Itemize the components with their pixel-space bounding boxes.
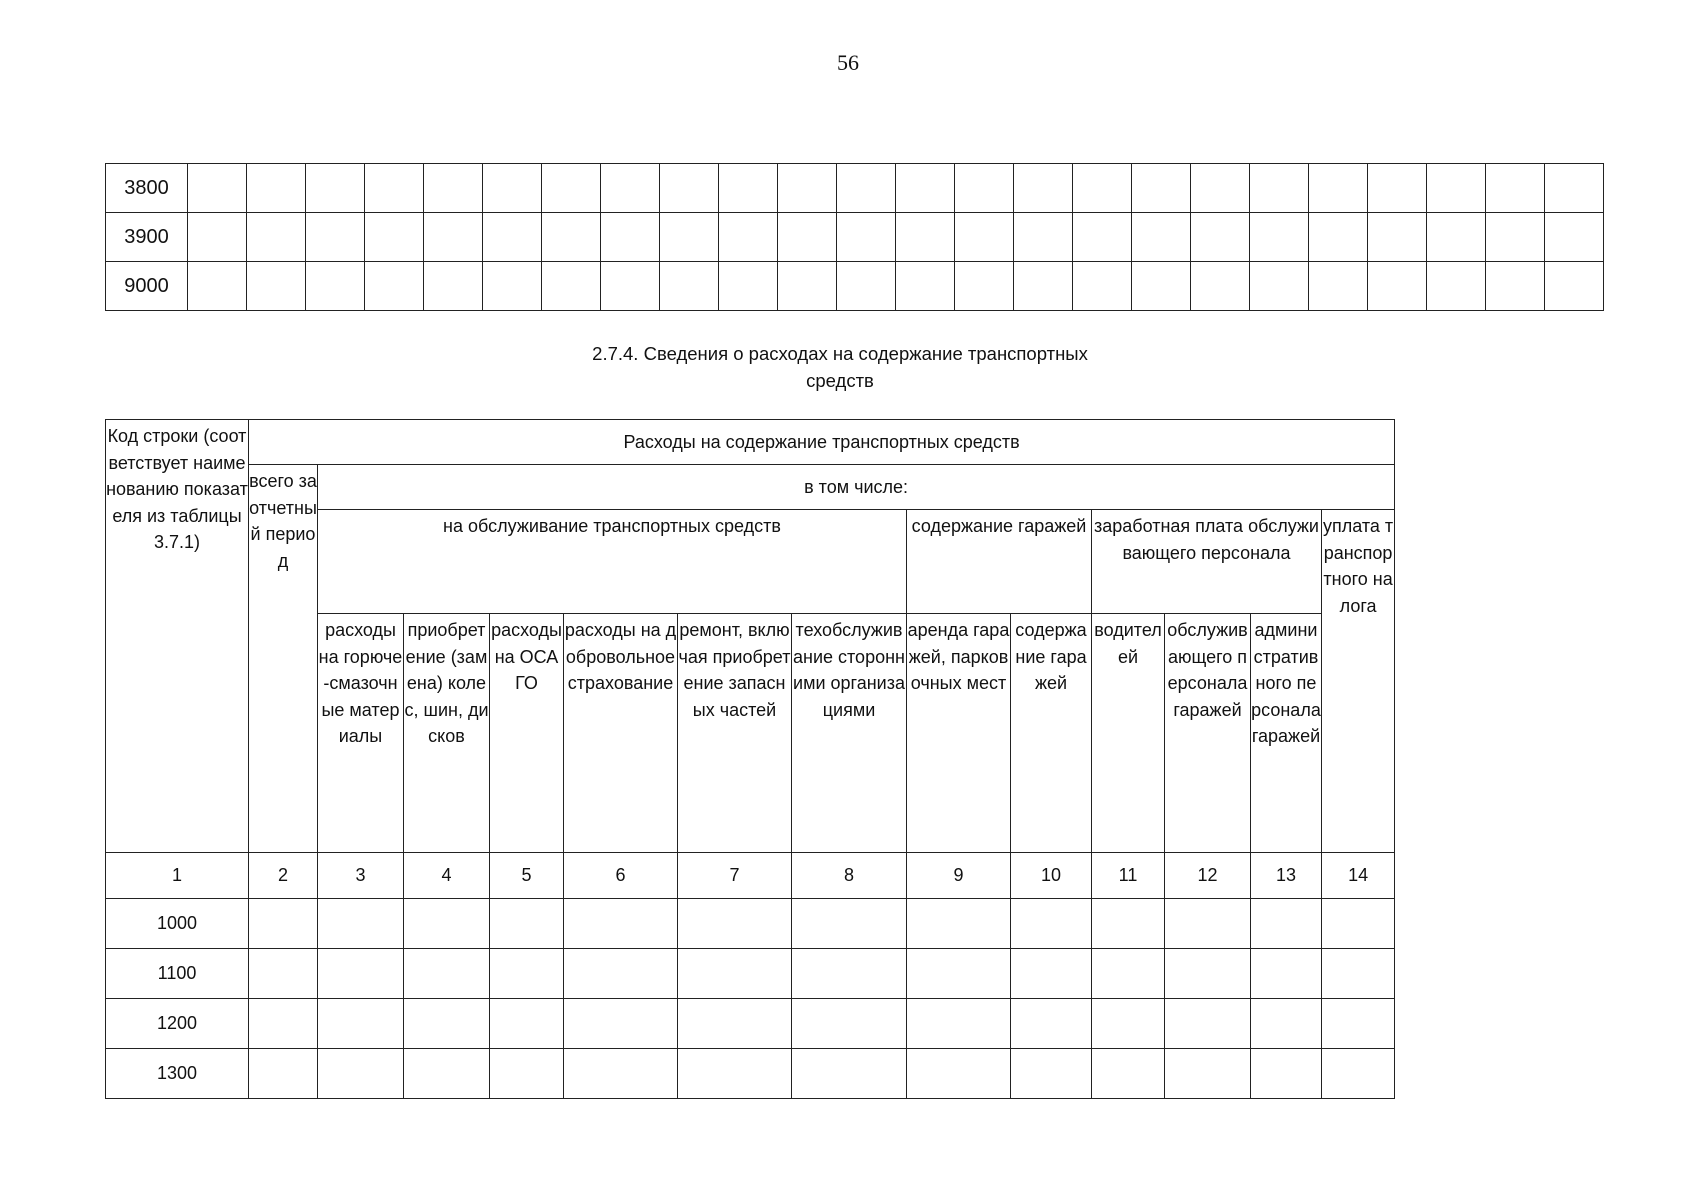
empty-cell[interactable] xyxy=(490,999,564,1049)
header-fuel: расходы на горюче-смазочные материалы xyxy=(318,614,404,853)
empty-cell[interactable] xyxy=(1073,262,1132,311)
empty-cell[interactable] xyxy=(1368,262,1427,311)
empty-cell[interactable] xyxy=(660,262,719,311)
empty-cell[interactable] xyxy=(1251,899,1322,949)
empty-cell[interactable] xyxy=(1427,262,1486,311)
empty-cell[interactable] xyxy=(837,262,896,311)
empty-cell[interactable] xyxy=(1191,164,1250,213)
empty-cell[interactable] xyxy=(249,949,318,999)
empty-cell[interactable] xyxy=(778,213,837,262)
empty-cell[interactable] xyxy=(1309,164,1368,213)
empty-cell[interactable] xyxy=(1011,899,1092,949)
empty-cell[interactable] xyxy=(1132,213,1191,262)
empty-cell[interactable] xyxy=(249,999,318,1049)
empty-cell[interactable] xyxy=(188,262,247,311)
empty-cell[interactable] xyxy=(678,1049,792,1099)
empty-cell[interactable] xyxy=(490,949,564,999)
header-including: в том числе: xyxy=(318,465,1395,510)
row-code: 1300 xyxy=(106,1049,249,1099)
empty-cell[interactable] xyxy=(1165,949,1251,999)
header-admin-staff: административного персонала гаражей xyxy=(1251,614,1322,853)
empty-cell[interactable] xyxy=(1486,164,1545,213)
header-drivers: водителей xyxy=(1092,614,1165,853)
empty-cell[interactable] xyxy=(1250,164,1309,213)
empty-cell[interactable] xyxy=(837,164,896,213)
empty-cell[interactable] xyxy=(404,949,490,999)
empty-cell[interactable] xyxy=(247,213,306,262)
empty-cell[interactable] xyxy=(483,164,542,213)
empty-cell[interactable] xyxy=(318,1049,404,1099)
empty-cell[interactable] xyxy=(542,213,601,262)
transport-expenses-table xyxy=(105,419,1395,1099)
empty-cell[interactable] xyxy=(564,1049,678,1099)
empty-cell[interactable] xyxy=(1486,213,1545,262)
row-code: 1200 xyxy=(106,999,249,1049)
empty-cell[interactable] xyxy=(306,262,365,311)
empty-cell[interactable] xyxy=(424,262,483,311)
empty-cell[interactable] xyxy=(1427,213,1486,262)
header-garages: содержание гаражей xyxy=(907,510,1092,614)
header-wheels: приобретение (замена) колес, шин, дисков xyxy=(404,614,490,853)
header-garage-staff: обслуживающего персонала гаражей xyxy=(1165,614,1251,853)
empty-cell[interactable] xyxy=(483,213,542,262)
empty-cell[interactable] xyxy=(1250,262,1309,311)
empty-cell[interactable] xyxy=(955,262,1014,311)
row-code: 3900 xyxy=(106,213,188,262)
empty-cell[interactable] xyxy=(1165,999,1251,1049)
page-number: 56 xyxy=(837,50,859,75)
header-expenses: Расходы на содержание транспортных средств xyxy=(249,420,1395,465)
empty-cell[interactable] xyxy=(601,213,660,262)
column-number: 12 xyxy=(1165,853,1251,899)
empty-cell[interactable] xyxy=(955,164,1014,213)
table-row xyxy=(106,999,1395,1049)
empty-cell[interactable] xyxy=(719,262,778,311)
header-maintenance: на обслуживание транспортных средств xyxy=(318,510,907,614)
empty-cell[interactable] xyxy=(1191,213,1250,262)
empty-cell[interactable] xyxy=(1368,164,1427,213)
empty-cell[interactable] xyxy=(365,262,424,311)
row-code: 1000 xyxy=(106,899,249,949)
empty-cell[interactable] xyxy=(318,899,404,949)
row-code: 9000 xyxy=(106,262,188,311)
empty-cell[interactable] xyxy=(404,899,490,949)
empty-cell[interactable] xyxy=(1322,949,1395,999)
empty-cell[interactable] xyxy=(955,213,1014,262)
empty-cell[interactable] xyxy=(404,999,490,1049)
header-third-party-service: техобслуживание сторонними организациями xyxy=(792,614,907,853)
column-number: 2 xyxy=(249,853,318,899)
continuation-table xyxy=(105,163,1604,311)
column-number: 13 xyxy=(1251,853,1322,899)
column-number: 8 xyxy=(792,853,907,899)
empty-cell[interactable] xyxy=(318,949,404,999)
empty-cell[interactable] xyxy=(1545,262,1604,311)
empty-cell[interactable] xyxy=(601,262,660,311)
empty-cell[interactable] xyxy=(1014,262,1073,311)
empty-cell[interactable] xyxy=(778,262,837,311)
empty-cell[interactable] xyxy=(365,213,424,262)
row-code: 3800 xyxy=(106,164,188,213)
empty-cell[interactable] xyxy=(601,164,660,213)
column-number: 9 xyxy=(907,853,1011,899)
empty-cell[interactable] xyxy=(1322,1049,1395,1099)
empty-cell[interactable] xyxy=(1486,262,1545,311)
empty-cell[interactable] xyxy=(247,262,306,311)
empty-cell[interactable] xyxy=(837,213,896,262)
column-number: 11 xyxy=(1092,853,1165,899)
empty-cell[interactable] xyxy=(1092,999,1165,1049)
empty-cell[interactable] xyxy=(542,262,601,311)
empty-cell[interactable] xyxy=(660,213,719,262)
empty-cell[interactable] xyxy=(249,899,318,949)
top-table-row xyxy=(106,213,1604,262)
empty-cell[interactable] xyxy=(792,1049,907,1099)
empty-cell[interactable] xyxy=(792,949,907,999)
empty-cell[interactable] xyxy=(306,213,365,262)
empty-cell[interactable] xyxy=(1250,213,1309,262)
empty-cell[interactable] xyxy=(483,262,542,311)
table-row xyxy=(106,1049,1395,1099)
empty-cell[interactable] xyxy=(678,949,792,999)
empty-cell[interactable] xyxy=(719,213,778,262)
column-number: 14 xyxy=(1322,853,1395,899)
empty-cell[interactable] xyxy=(490,899,564,949)
section-title-line-1: 2.7.4. Сведения о расходах на содержание транспортных xyxy=(592,343,1088,364)
table-row xyxy=(106,949,1395,999)
header-transport-tax: уплата транспортного налога xyxy=(1322,510,1395,853)
column-number-row xyxy=(106,853,1395,899)
column-number: 4 xyxy=(404,853,490,899)
empty-cell[interactable] xyxy=(1011,999,1092,1049)
empty-cell[interactable] xyxy=(424,213,483,262)
empty-cell[interactable] xyxy=(564,999,678,1049)
empty-cell[interactable] xyxy=(424,164,483,213)
header-salary: заработная плата обслуживающего персонала xyxy=(1092,510,1322,614)
empty-cell[interactable] xyxy=(896,164,955,213)
column-number: 7 xyxy=(678,853,792,899)
empty-cell[interactable] xyxy=(907,999,1011,1049)
top-table-row xyxy=(106,164,1604,213)
empty-cell[interactable] xyxy=(1132,262,1191,311)
empty-cell[interactable] xyxy=(564,949,678,999)
empty-cell[interactable] xyxy=(1014,164,1073,213)
column-number: 1 xyxy=(106,853,249,899)
header-garage-rent: аренда гаражей, парковочных мест xyxy=(907,614,1011,853)
header-repair: ремонт, включая приобретение запасных частей xyxy=(678,614,792,853)
empty-cell[interactable] xyxy=(1368,213,1427,262)
empty-cell[interactable] xyxy=(1092,949,1165,999)
column-number: 3 xyxy=(318,853,404,899)
column-number: 10 xyxy=(1011,853,1092,899)
header-voluntary-insurance: расходы на добровольное страхование xyxy=(564,614,678,853)
empty-cell[interactable] xyxy=(1165,899,1251,949)
header-total: всего за отчетный период xyxy=(249,465,318,853)
empty-cell[interactable] xyxy=(1251,999,1322,1049)
header-osago: расходы на ОСАГО xyxy=(490,614,564,853)
empty-cell[interactable] xyxy=(896,213,955,262)
column-number: 6 xyxy=(564,853,678,899)
empty-cell[interactable] xyxy=(318,999,404,1049)
empty-cell[interactable] xyxy=(792,999,907,1049)
empty-cell[interactable] xyxy=(1322,999,1395,1049)
empty-cell[interactable] xyxy=(1092,899,1165,949)
empty-cell[interactable] xyxy=(404,1049,490,1099)
empty-cell[interactable] xyxy=(1011,1049,1092,1099)
empty-cell[interactable] xyxy=(907,949,1011,999)
empty-cell[interactable] xyxy=(678,999,792,1049)
column-number: 5 xyxy=(490,853,564,899)
empty-cell[interactable] xyxy=(1191,262,1250,311)
empty-cell[interactable] xyxy=(249,1049,318,1099)
row-code: 1100 xyxy=(106,949,249,999)
header-row-code: Код строки (соответствует наименованию показателя из таблицы 3.7.1) xyxy=(106,420,249,853)
section-title-line-2: средств xyxy=(806,370,874,391)
empty-cell[interactable] xyxy=(907,899,1011,949)
empty-cell[interactable] xyxy=(1073,213,1132,262)
empty-cell[interactable] xyxy=(188,164,247,213)
empty-cell[interactable] xyxy=(792,899,907,949)
empty-cell[interactable] xyxy=(1073,164,1132,213)
empty-cell[interactable] xyxy=(1011,949,1092,999)
empty-cell[interactable] xyxy=(1251,949,1322,999)
empty-cell[interactable] xyxy=(1132,164,1191,213)
empty-cell[interactable] xyxy=(678,899,792,949)
empty-cell[interactable] xyxy=(719,164,778,213)
empty-cell[interactable] xyxy=(1427,164,1486,213)
empty-cell[interactable] xyxy=(1309,213,1368,262)
empty-cell[interactable] xyxy=(247,164,306,213)
top-table-row xyxy=(106,262,1604,311)
empty-cell[interactable] xyxy=(1251,1049,1322,1099)
empty-cell[interactable] xyxy=(1309,262,1368,311)
empty-cell[interactable] xyxy=(778,164,837,213)
empty-cell[interactable] xyxy=(564,899,678,949)
empty-cell[interactable] xyxy=(1092,1049,1165,1099)
empty-cell[interactable] xyxy=(660,164,719,213)
empty-cell[interactable] xyxy=(1014,213,1073,262)
empty-cell[interactable] xyxy=(896,262,955,311)
empty-cell[interactable] xyxy=(1165,1049,1251,1099)
empty-cell[interactable] xyxy=(490,1049,564,1099)
header-garage-upkeep: содержание гаражей xyxy=(1011,614,1092,853)
empty-cell[interactable] xyxy=(907,1049,1011,1099)
table-row xyxy=(106,899,1395,949)
empty-cell[interactable] xyxy=(1545,213,1604,262)
section-title xyxy=(540,340,1140,394)
empty-cell[interactable] xyxy=(365,164,424,213)
empty-cell[interactable] xyxy=(1545,164,1604,213)
empty-cell[interactable] xyxy=(1322,899,1395,949)
empty-cell[interactable] xyxy=(188,213,247,262)
empty-cell[interactable] xyxy=(542,164,601,213)
empty-cell[interactable] xyxy=(306,164,365,213)
